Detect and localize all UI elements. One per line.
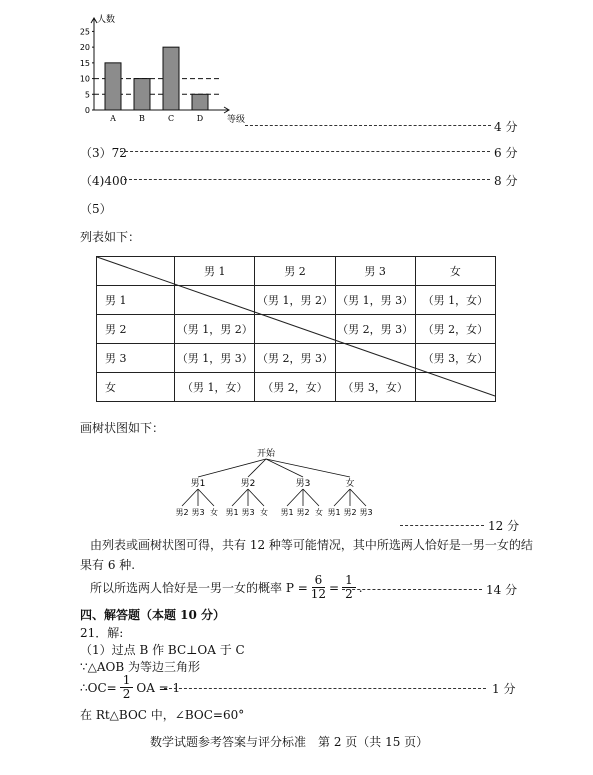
category-label: D (196, 114, 204, 123)
tree-branch (232, 489, 248, 506)
conclusion-line2: 果有 6 种. (80, 558, 136, 572)
table-cell: （男 2，男 3） (255, 344, 335, 373)
tree-branch (182, 489, 198, 506)
frac-num: 1 (342, 574, 356, 588)
table-cell: （男 1，女） (415, 286, 495, 315)
score-line-part4 (124, 179, 490, 180)
part5-label: （5） (80, 202, 112, 216)
bar (105, 63, 121, 110)
score-14: 14 分 (486, 583, 518, 597)
score-12: 12 分 (488, 519, 520, 533)
bar (192, 94, 208, 110)
tree-node-l1: 女 (345, 479, 355, 489)
frac-num: 1 (120, 674, 134, 688)
row-label: 男 3 (97, 344, 175, 373)
row-label: 女 (97, 373, 175, 402)
y-tick-label: 15 (79, 58, 90, 68)
fraction-1-2 (120, 674, 134, 701)
tree-node-l1: 男3 (295, 479, 311, 489)
tree-node-l1: 男2 (240, 479, 256, 489)
table-header: 男 3 (335, 257, 415, 286)
bar (163, 47, 179, 110)
category-label: C (167, 114, 175, 123)
score-step3: 1 分 (492, 682, 516, 696)
table-cell: （男 1，男 2） (175, 315, 255, 344)
table-cell: （男 3，女） (415, 344, 495, 373)
bar-chart (72, 10, 252, 125)
table-diagonal (96, 256, 496, 397)
step1: （1）过点 B 作 BC⊥OA 于 C (80, 643, 245, 657)
table-cell: （男 3，女） (335, 373, 415, 402)
score-line-12 (400, 525, 484, 526)
score-part2: 4 分 (494, 120, 518, 134)
probability-line: 所以所选两人恰好是一男一女的概率 P = $\frac{6}{12}$ = $\frac{1}{2}$ . (90, 573, 363, 601)
table-cell: （男 1，男 3） (175, 344, 255, 373)
prob-prefix: 所以所选两人恰好是一男一女的概率 P = (90, 581, 308, 595)
table-cell: （男 1，男 3） (335, 286, 415, 315)
score-part3: 6 分 (494, 146, 518, 160)
tree-branch (198, 459, 266, 477)
tree-node-l2: 女 (315, 508, 323, 517)
category-label: A (110, 114, 116, 123)
q21-label: 21．解: (80, 626, 124, 640)
tree-branch (303, 489, 319, 506)
y-tick-label: 20 (79, 43, 90, 53)
step3-suffix: OA = 1 (136, 680, 181, 695)
category-label: B (139, 114, 145, 123)
frac-num: 6 (312, 574, 326, 588)
table-header: 女 (415, 257, 495, 286)
step2: ∵△AOB 为等边三角形 (80, 660, 201, 674)
score-part4: 8 分 (494, 174, 518, 188)
part3-label: （3）72 (80, 146, 127, 160)
step3-prefix: ∴OC= (80, 680, 117, 695)
table-cell: （男 2，女） (415, 315, 495, 344)
tree-node-l2: 女 (210, 508, 218, 517)
tree-branch (266, 459, 350, 477)
frac-den: 2 (122, 687, 131, 701)
table-header: 男 2 (255, 257, 335, 286)
score-line-part2 (245, 125, 491, 126)
y-axis-label: 人数 (97, 15, 116, 25)
conclusion-line1: 由列表或画树状图可得，共有 12 种等可能情况，其中所选两人恰好是一男一女的结 (90, 538, 533, 552)
tree-node-l2: 男3 (359, 508, 373, 517)
tree-node-l2: 男3 (191, 508, 205, 517)
step4: 在 Rt△BOC 中，∠BOC=60° (80, 708, 245, 722)
table-header: 男 1 (175, 257, 255, 286)
tree-intro: 画树状图如下： (80, 421, 165, 435)
y-tick-label: 5 (84, 90, 90, 100)
tree-diagram (160, 444, 400, 526)
x-axis-label: 等级 (227, 115, 246, 125)
row-label: 男 2 (97, 315, 175, 344)
tree-branch (248, 489, 264, 506)
tree-branch (334, 489, 350, 506)
tree-root: 开始 (256, 449, 276, 459)
y-tick-label: 25 (79, 27, 90, 37)
tree-node-l2: 男2 (296, 508, 310, 517)
tree-node-l2: 男2 (343, 508, 357, 517)
y-tick-label: 10 (79, 74, 90, 84)
frac-den: 2 (345, 587, 353, 601)
table-cell: （男 2，男 3） (335, 315, 415, 344)
bar (134, 79, 150, 110)
page-footer: 数学试题参考答案与评分标准 第 2 页（共 15 页） (150, 735, 429, 749)
frac-den: 12 (310, 587, 327, 601)
y-tick-label: 0 (84, 106, 90, 115)
tree-branch (266, 459, 303, 477)
tree-node-l2: 男1 (327, 508, 341, 517)
score-line-step3 (164, 688, 486, 689)
score-line-14 (342, 589, 482, 590)
tree-node-l2: 女 (260, 508, 268, 517)
tree-branch (198, 489, 214, 506)
tree-node-l2: 男2 (175, 508, 189, 517)
score-line-part3 (120, 151, 490, 152)
tree-node-l2: 男1 (280, 508, 294, 517)
row-label: 男 1 (97, 286, 175, 315)
prob-eq: = (329, 580, 340, 595)
tree-node-l2: 男1 (225, 508, 239, 517)
section4-heading: 四、解答题（本题 10 分） (80, 608, 226, 622)
fraction-1-2 (342, 574, 356, 601)
tree-node-l1: 男1 (190, 479, 206, 489)
table-cell: （男 1，男 2） (255, 286, 335, 315)
table-cell: （男 1，女） (175, 373, 255, 402)
tree-branch (350, 489, 366, 506)
table-cell: （男 2，女） (255, 373, 335, 402)
fraction-6-12 (311, 574, 326, 601)
part4-label: （4)400 (80, 174, 128, 188)
tree-node-l2: 男3 (241, 508, 255, 517)
tree-branch (287, 489, 303, 506)
list-intro: 列表如下： (80, 230, 141, 244)
